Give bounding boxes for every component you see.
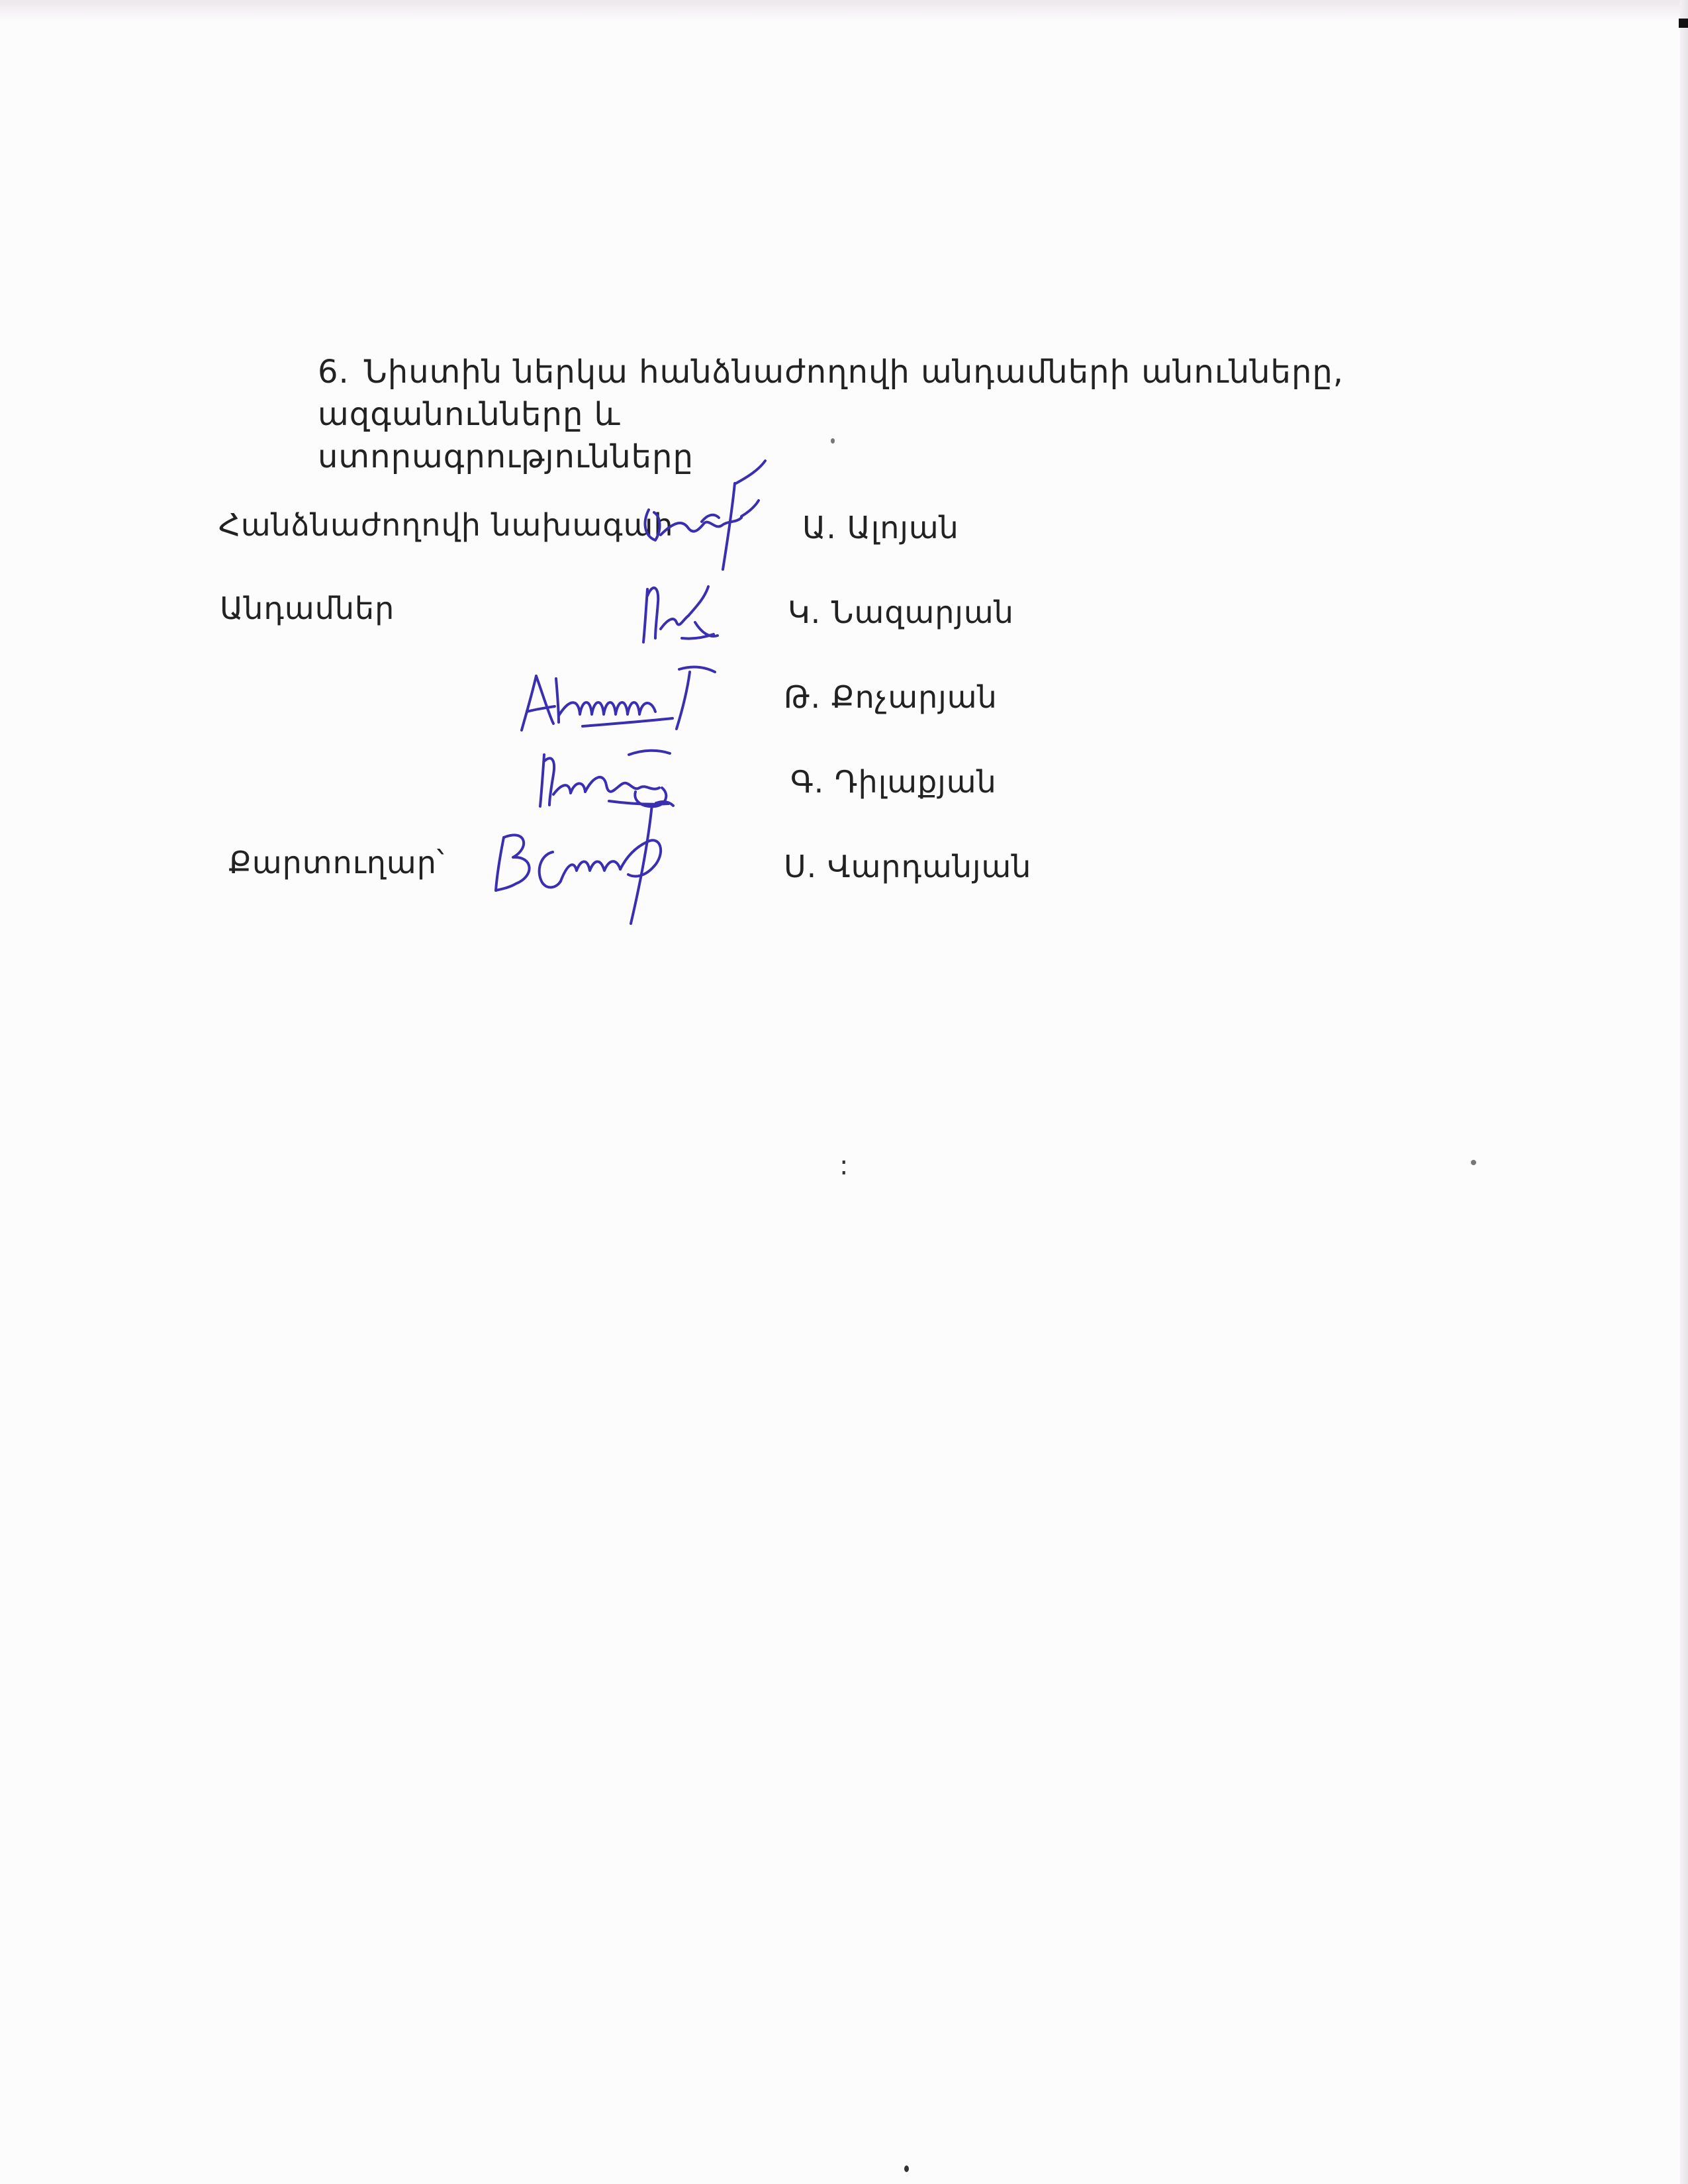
signature-3 bbox=[516, 652, 728, 738]
signature-2 bbox=[635, 556, 728, 649]
signatory-name-5: Ս. Վարդանյան bbox=[784, 849, 1032, 884]
scan-top-edge bbox=[0, 0, 1688, 23]
signatory-name-3: Թ. Քոչարյան bbox=[784, 679, 998, 715]
signatory-name-1: Ա. Ալոյան bbox=[802, 510, 959, 546]
chair-label: Հանձնաժողովի նախագահ bbox=[218, 507, 674, 543]
members-label: Անդամներ bbox=[220, 591, 395, 626]
scan-right-edge bbox=[1680, 0, 1688, 2184]
item-number: 6. bbox=[318, 354, 350, 391]
secretary-label: Քարտուղար՝ bbox=[228, 845, 445, 880]
footer-mark: : bbox=[839, 1151, 849, 1181]
scan-speck bbox=[904, 2165, 909, 2172]
scan-speck bbox=[1471, 1160, 1476, 1165]
signature-5 bbox=[487, 791, 698, 930]
item-6-text bbox=[318, 351, 1509, 478]
item-line-1 bbox=[318, 351, 1509, 436]
item-text-line1: Նիստին ներկա հանձնաժողովի անդամների անունները, ազգանունները և bbox=[318, 354, 1344, 433]
signatory-name-2: Կ. Նազարյան bbox=[788, 594, 1014, 630]
signatory-name-4: Գ. Դիլաքյան bbox=[790, 764, 997, 800]
scan-corner-mark bbox=[1679, 19, 1688, 28]
item-text-line2: ստորագրությունները bbox=[318, 438, 694, 475]
